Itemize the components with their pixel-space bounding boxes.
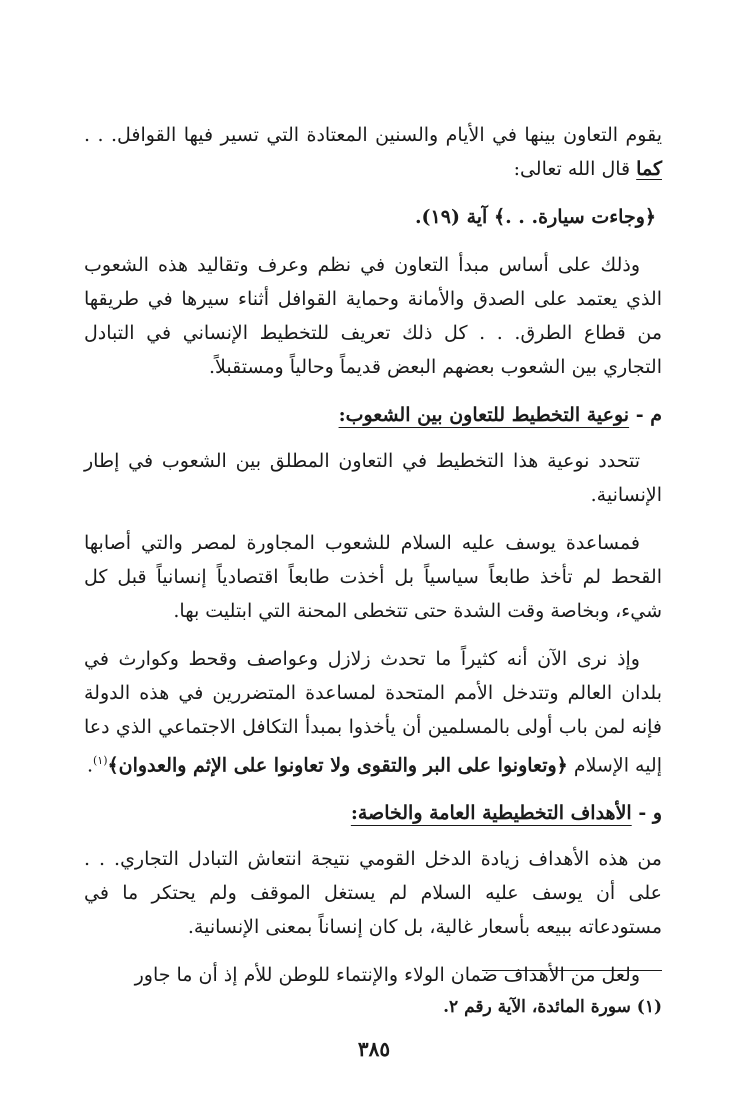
paragraph-2: وذلك على أساس مبدأ التعاون في نظم وعرف وتقاليد هذه الشعوب الذي يعتمد على الصدق والأمانة وحماية القوافل أثناء سيرها في طريقها من قطاع الطرق. . . كل ذلك تعريف للتخطيط الإنساني في التبادل التجاري بين الشعوب بعضهم البعض قديماً وحالياً ومستقبلاً. — [84, 254, 662, 378]
paragraph-5 — [84, 642, 662, 782]
paragraph-5-end: . — [86, 754, 93, 777]
footnote-reference: (١) — [92, 754, 108, 767]
footnote: (١) سورة المائدة، الآية رقم ٢. — [443, 997, 662, 1017]
paragraph-7: ولعل من الأهداف ضمان الولاء والإنتماء للوطن للأم إذ أن ما جاور — [134, 964, 640, 987]
section-heading-m-marker: م - — [629, 404, 662, 426]
quran-verse-1: ﴿وجاءت سيارة. . .﴾ آية (١٩). — [414, 206, 656, 228]
quran-verse-2: ﴿وتعاونوا على البر والتقوى ولا تعاونوا على الإثم والعدوان﴾ — [107, 754, 568, 777]
page-number: ٣٨٥ — [357, 1037, 391, 1061]
footnote-divider — [482, 970, 662, 971]
paragraph-6: من هذه الأهداف زيادة الدخل القومي نتيجة انتعاش التبادل التجاري. . . على أن يوسف عليه السلام لم يستغل الموقف ولم يحتكر ما في مستودعاته ببيعه بأسعار غالية، بل كان إنساناً بمعنى الإنسانية. — [84, 848, 662, 939]
paragraph-4: فمساعدة يوسف عليه السلام للشعوب المجاورة لمصر والتي أصابها القحط لم تأخذ طابعاً سياسياً بل أخذت طابعاً اقتصادياً إنسانياً قبل كل شيء، وبخاصة وقت الشدة حتى تتخطى المحنة التي ابتليت بها. — [84, 532, 662, 622]
section-heading-w-title: الأهداف التخطيطية العامة والخاصة: — [350, 802, 632, 825]
paragraph-5-text: وإذ نرى الآن أنه كثيراً ما تحدث زلازل وعواصف وقحط وكوارث في بلدان العالم وتتدخل الأمم المتحدة لمساعدة المتضررين في هذه الدولة فإنه لمن باب أولى بالمسلمين أن يأخذوا بمبدأ التكافل الاجتماعي الذي دعا إليه الإسلام — [84, 648, 662, 777]
paragraph-1-text: يقوم التعاون بينها في الأيام والسنين المعتادة التي تسير فيها القوافل. . . — [84, 124, 662, 146]
paragraph-1 — [84, 118, 662, 186]
section-heading-m — [84, 398, 662, 432]
section-heading-w — [84, 796, 662, 830]
paragraph-1-text-2: قال الله تعالى: — [513, 158, 637, 180]
kama-word: كما — [636, 158, 662, 180]
paragraph-3: تتحدد نوعية هذا التخطيط في التعاون المطلق بين الشعوب في إطار الإنسانية. — [84, 450, 662, 506]
section-heading-w-marker: و - — [631, 802, 662, 825]
section-heading-m-title: نوعية التخطيط للتعاون بين الشعوب: — [338, 404, 630, 426]
